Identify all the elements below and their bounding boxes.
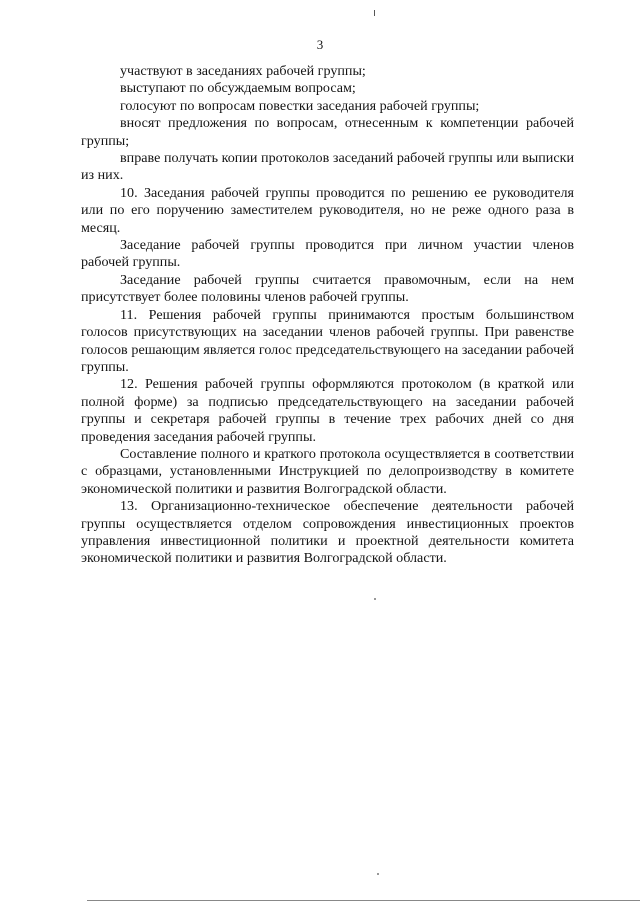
paragraph: 13. Организационно-техническое обеспечение деятельности рабочей группы осуществляется отделом сопровождения инвестиционных проектов управления инвестиционной политики и проектной деятельности комитета экономической политики и развития Волгоградской области. [81, 498, 574, 567]
scan-speck [377, 873, 379, 875]
paragraph: выступают по обсуждаемым вопросам; [120, 80, 356, 97]
scan-edge-line [87, 900, 640, 901]
paragraph: вносят предложения по вопросам, отнесенным к компетенции рабочей группы; [81, 115, 574, 149]
scan-speck [374, 598, 376, 600]
paragraph: голосуют по вопросам повестки заседания рабочей группы; [120, 97, 480, 114]
document-body [81, 63, 574, 568]
paragraph: 10. Заседания рабочей группы проводится по решению ее руководителя или по его поручению заместителем руководителя, но не реже одного раза в месяц. [81, 184, 574, 236]
page-number: 3 [316, 37, 324, 52]
paragraph: Заседание рабочей группы проводится при личном участии членов рабочей группы. [81, 237, 574, 271]
scan-mark [374, 10, 375, 16]
paragraph: вправе получать копии протоколов заседаний рабочей группы или выписки из них. [81, 150, 574, 184]
paragraph: участвуют в заседаниях рабочей группы; [120, 63, 366, 79]
paragraph: Составление полного и краткого протокола осуществляется в соответствии с образцами, установленными Инструкцией по делопроизводству в комитете экономической политики и развития Волгоградской области. [81, 445, 574, 497]
paragraph: 12. Решения рабочей группы оформляются протоколом (в краткой или полной форме) за подписью председательствующего на заседании рабочей группы и секретаря рабочей группы в течение трех рабочих дней со дня проведения заседания рабочей группы. [81, 376, 574, 445]
paragraph: Заседание рабочей группы считается правомочным, если на нем присутствует более половины членов рабочей группы. [81, 271, 574, 306]
paragraph: 11. Решения рабочей группы принимаются простым большинством голосов присутствующих на заседании членов рабочей группы. При равенстве голосов решающим является голос председательствующего на заседании рабочей группы. [81, 306, 574, 375]
